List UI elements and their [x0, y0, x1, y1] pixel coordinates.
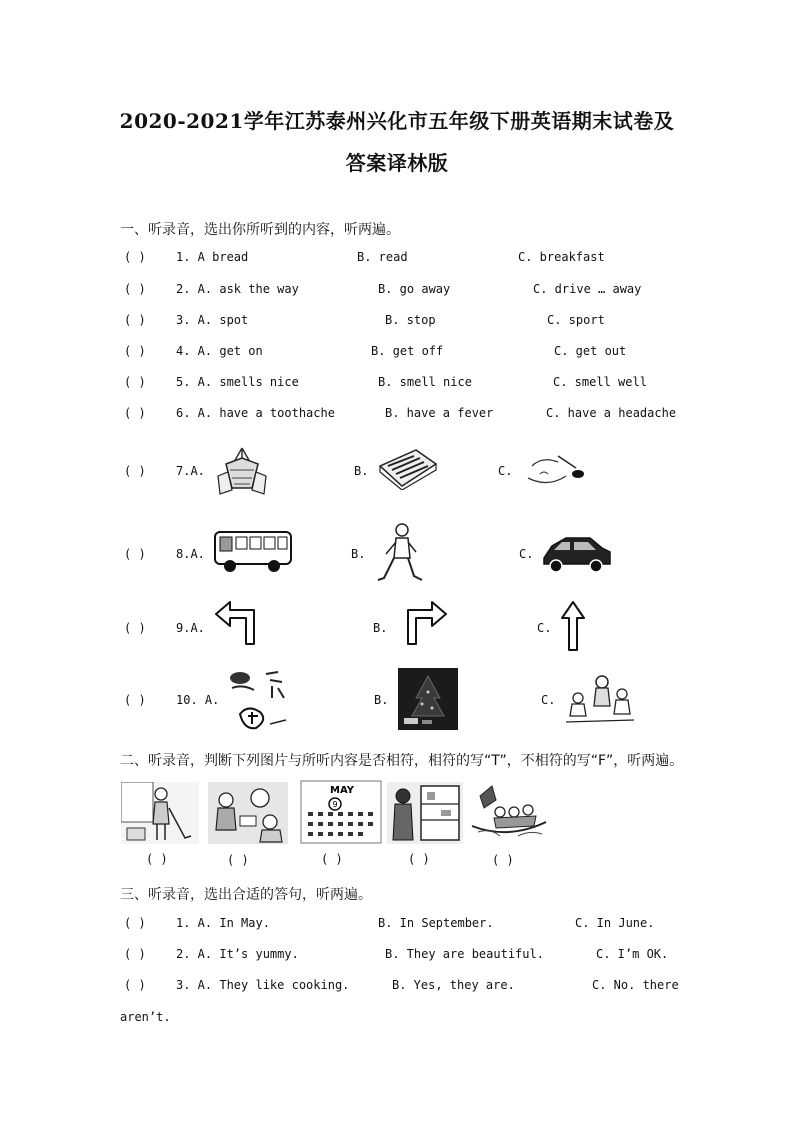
zongzi-icon[interactable] — [212, 444, 272, 500]
fridge-icon[interactable] — [387, 782, 463, 844]
answer-blank[interactable]: ( ) — [321, 852, 343, 866]
question-option-a: 2. A. ask the way — [176, 282, 299, 296]
answer-blank[interactable]: ( ) — [124, 547, 146, 561]
question-row — [0, 282, 794, 302]
question-option-b: B. get off — [371, 344, 444, 358]
question-option-b: B. smell nice — [378, 375, 472, 389]
answer-blank[interactable]: ( ) — [124, 621, 146, 635]
answer-blank[interactable]: ( ) — [124, 693, 146, 707]
document-title-line1: 2020-2021学年江苏泰州兴化市五年级下册英语期末试卷及 — [119, 109, 675, 133]
answer-blank[interactable]: ( ) — [124, 250, 146, 264]
question-row — [0, 375, 794, 395]
walking-man-icon[interactable] — [372, 522, 428, 586]
picture-question-row — [0, 693, 794, 713]
answer-blank[interactable]: ( ) — [146, 852, 168, 866]
answer-blank[interactable]: ( ) — [124, 464, 146, 478]
dragon-boat-icon[interactable] — [470, 782, 548, 844]
question-option-a: 3. A. spot — [176, 313, 249, 327]
answer-blank[interactable]: ( ) — [124, 282, 146, 296]
question-row — [0, 313, 794, 333]
bus-icon[interactable] — [212, 528, 294, 574]
calendar-month: MAY — [330, 785, 354, 796]
question-option-b: B. Yes, they are. — [392, 978, 515, 992]
question-option-b: B. They are beautiful. — [385, 947, 544, 961]
option-a-label: 10. A. — [176, 693, 220, 707]
go-straight-arrow-icon[interactable] — [560, 600, 586, 652]
option-c-label: C. — [498, 464, 513, 478]
question-option-a: 3. A. They like cooking. — [176, 978, 350, 992]
picture-question-row — [0, 621, 794, 641]
answer-blank[interactable]: ( ) — [124, 947, 146, 961]
answer-blank[interactable]: ( ) — [408, 852, 430, 866]
question-row — [0, 916, 794, 936]
option-b-label: B. — [351, 547, 366, 561]
option-c-label: C. — [537, 621, 552, 635]
option-b-label: B. — [354, 464, 369, 478]
question-option-a: 2. A. It’s yummy. — [176, 947, 299, 961]
new-year-icon[interactable] — [226, 664, 296, 736]
family-picnic-icon[interactable] — [566, 672, 634, 726]
family-room-icon[interactable] — [208, 782, 288, 844]
question-option-c: C. In June. — [575, 916, 655, 930]
answer-blank[interactable]: ( ) — [124, 916, 146, 930]
option-b-label: B. — [373, 621, 388, 635]
question-option-c: C. breakfast — [518, 250, 605, 264]
girl-sweeping-icon[interactable] — [121, 782, 199, 844]
question-option-a: 6. A. have a toothache — [176, 406, 335, 420]
question-option-a: 4. A. get on — [176, 344, 263, 358]
christmas-tree-icon[interactable] — [398, 668, 458, 730]
question-option-b: B. go away — [378, 282, 451, 296]
answer-blank[interactable]: ( ) — [227, 853, 249, 867]
question-row — [0, 344, 794, 364]
answer-blank[interactable]: ( ) — [124, 375, 146, 389]
calendar-icon[interactable] — [300, 780, 382, 844]
food-tray-icon[interactable] — [376, 446, 440, 490]
section2-heading: 二、听录音，判断下列图片与所听内容是否相符，相符的写“T”，不相符的写“F”，听两遍。 — [120, 753, 684, 769]
document-title-line2: 答案译林版 — [345, 151, 449, 175]
question-option-a: 1. A. In May. — [176, 916, 270, 930]
turn-left-arrow-icon[interactable] — [214, 600, 260, 646]
question-option-c: C. I’m OK. — [596, 947, 669, 961]
option-a-label: 7.A. — [176, 464, 205, 478]
option-c-label: C. — [519, 547, 534, 561]
section1-heading: 一、听录音，选出你所听到的内容，听两遍。 — [120, 222, 400, 238]
question-option-c: C. drive … away — [533, 282, 642, 296]
question-option-b: B. read — [357, 250, 408, 264]
answer-blank[interactable]: ( ) — [124, 978, 146, 992]
question-row — [0, 947, 794, 967]
question-row — [0, 250, 794, 270]
answer-blank[interactable]: ( ) — [124, 406, 146, 420]
question-option-c: C. have a headache — [546, 406, 677, 420]
question-option-b: B. stop — [385, 313, 436, 327]
question-option-c: C. smell well — [553, 375, 647, 389]
question-option-b: B. have a fever — [385, 406, 494, 420]
question-option-c: C. sport — [547, 313, 605, 327]
section3-heading: 三、听录音，选出合适的答句，听两遍。 — [120, 887, 372, 903]
dish-icon[interactable] — [518, 448, 588, 490]
question-option-c: C. get out — [554, 344, 627, 358]
answer-blank[interactable]: ( ) — [124, 344, 146, 358]
question-option-a: 5. A. smells nice — [176, 375, 299, 389]
answer-continuation: aren’t. — [120, 1010, 171, 1024]
calendar-day: 9 — [332, 800, 338, 809]
option-b-label: B. — [374, 693, 389, 707]
car-icon[interactable] — [540, 534, 612, 574]
question-option-c: C. No. there — [592, 978, 679, 992]
answer-blank[interactable]: ( ) — [492, 853, 514, 867]
turn-right-arrow-icon[interactable] — [402, 600, 448, 646]
question-option-a: 1. A bread — [176, 250, 249, 264]
option-a-label: 8.A. — [176, 547, 205, 561]
question-row — [0, 406, 794, 426]
question-row — [0, 978, 794, 998]
option-a-label: 9.A. — [176, 621, 205, 635]
answer-blank[interactable]: ( ) — [124, 313, 146, 327]
question-option-b: B. In September. — [378, 916, 494, 930]
option-c-label: C. — [541, 693, 556, 707]
question-continuation — [0, 1010, 794, 1030]
